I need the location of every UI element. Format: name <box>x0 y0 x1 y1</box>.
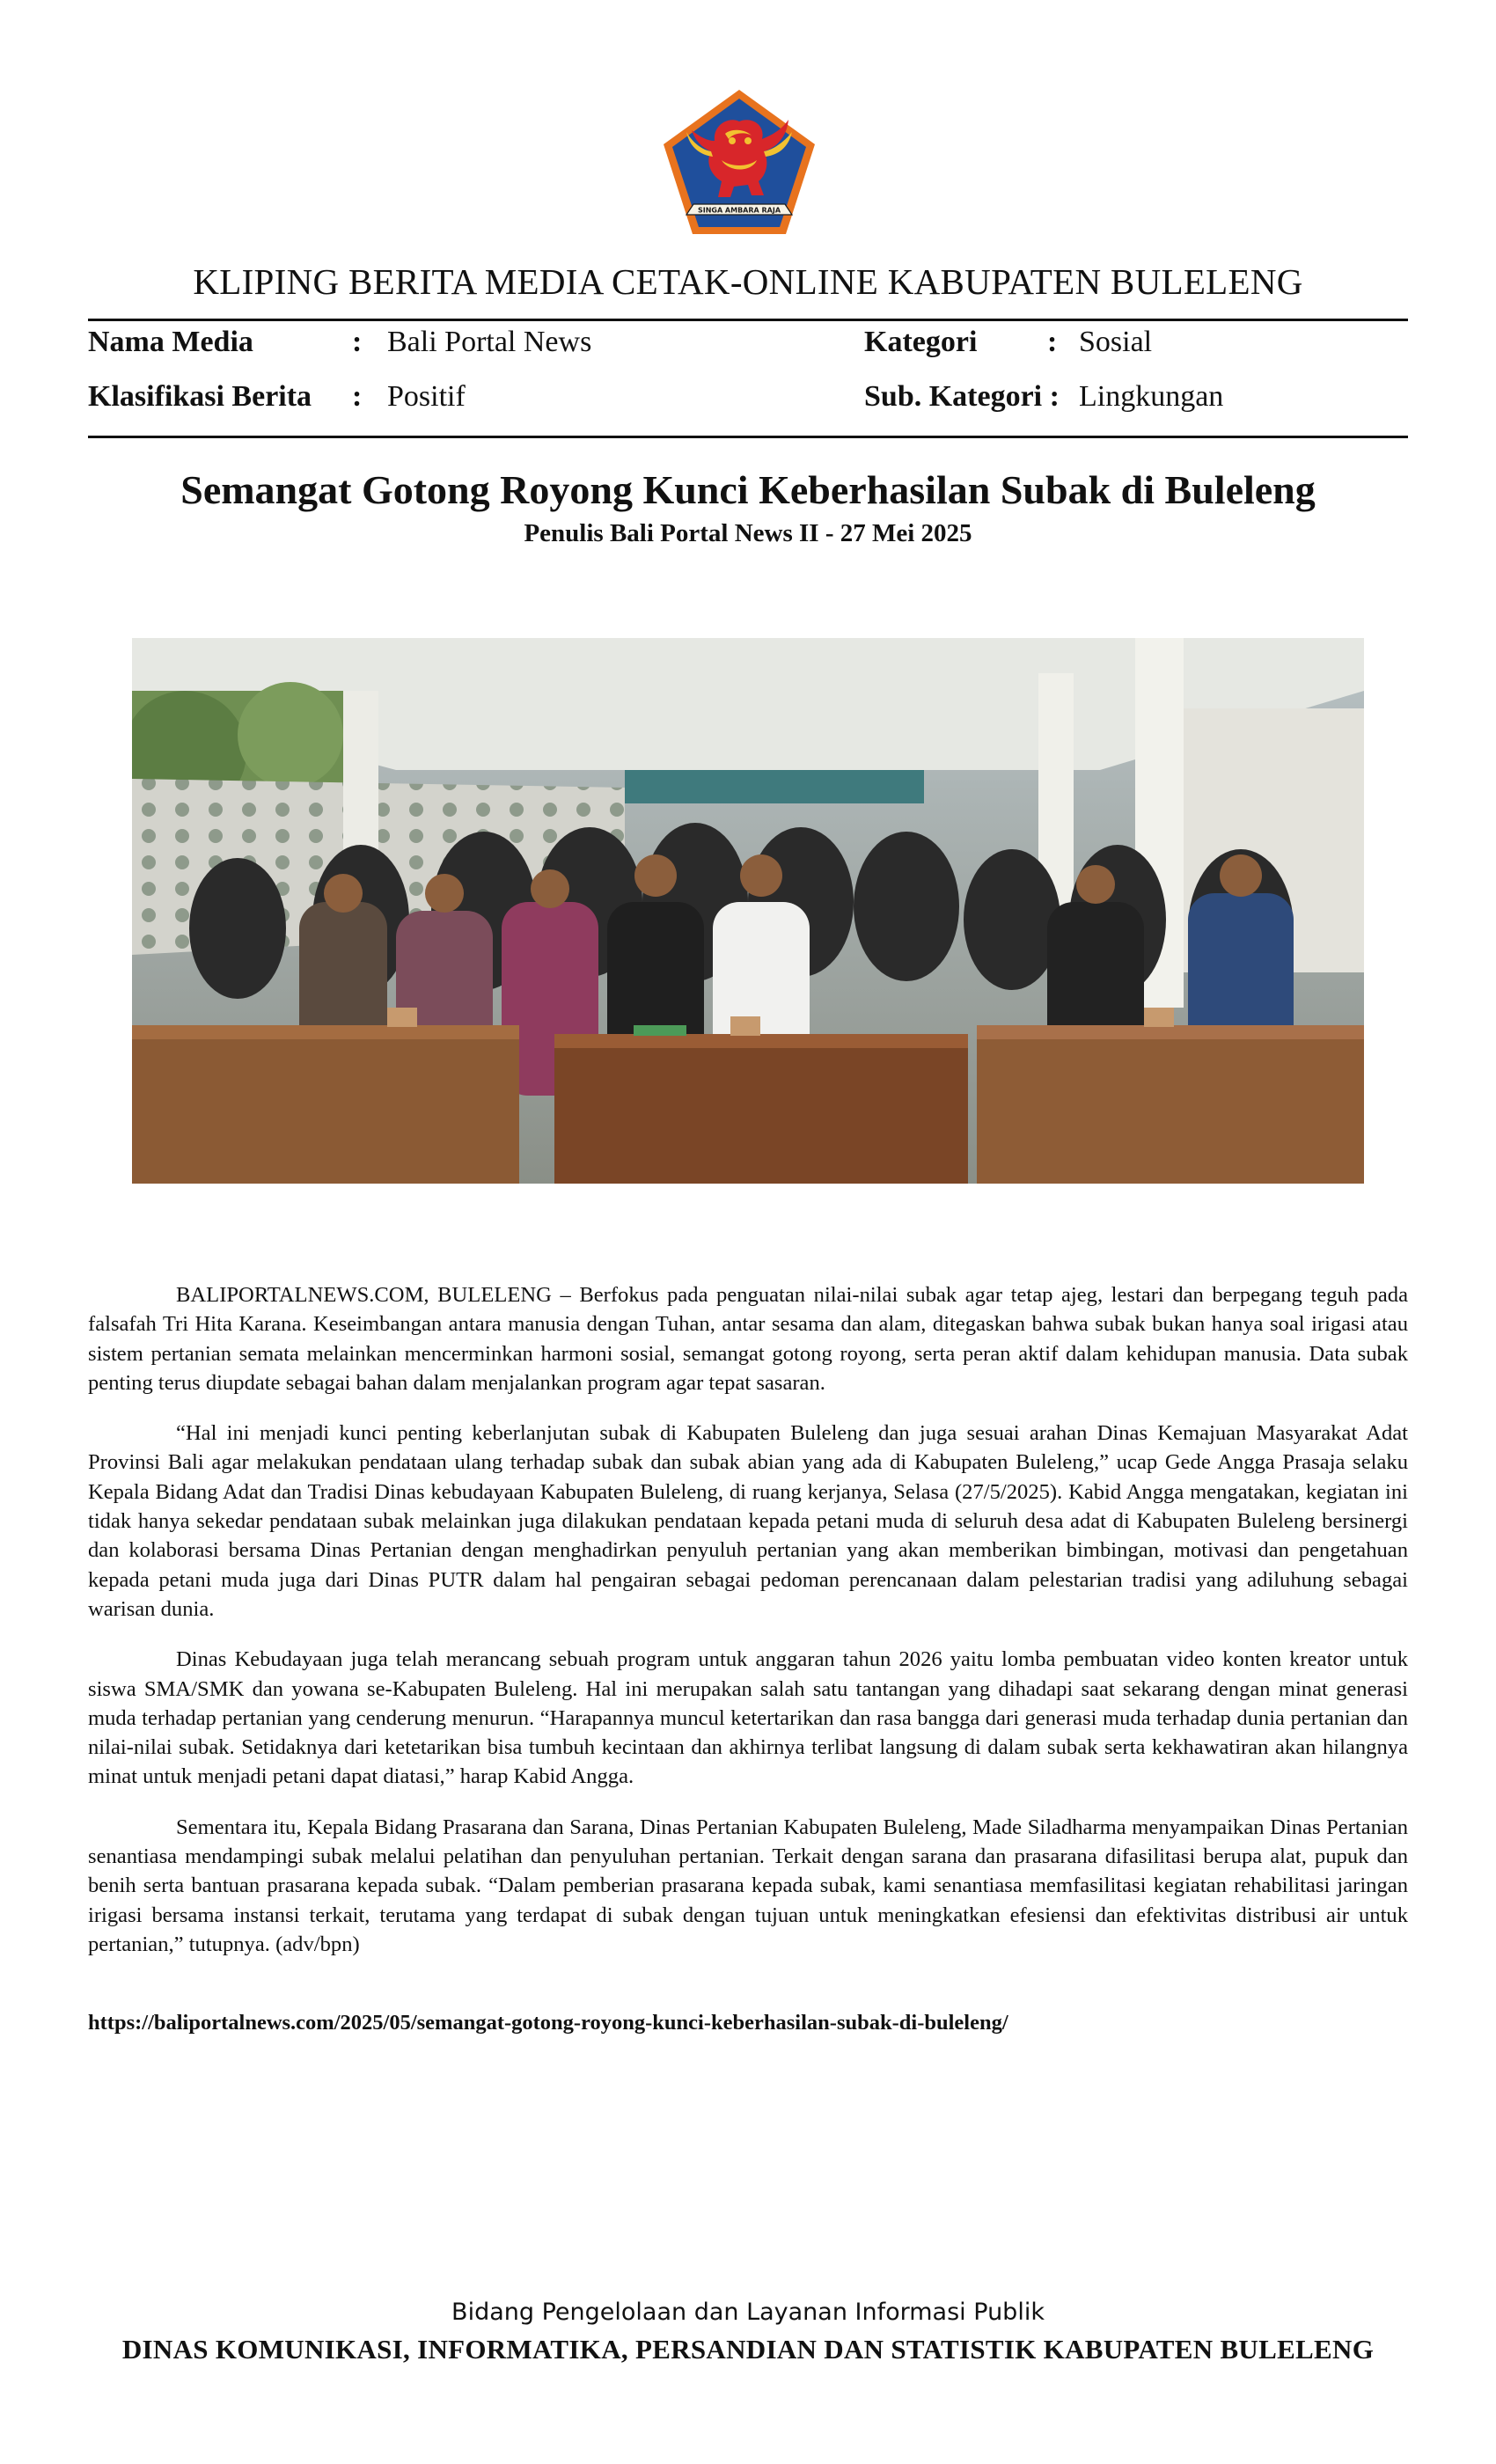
article-source-link[interactable]: https://baliportalnews.com/2025/05/semangat-gotong-royong-kunci-keberhasilan-subak-di-buleleng/ <box>88 2011 1008 2035</box>
top-divider <box>88 319 1408 321</box>
subcategory-value: Lingkungan <box>1079 380 1224 413</box>
media-label: Nama Media <box>88 326 253 358</box>
article-headline: Semangat Gotong Royong Kunci Keberhasilan Subak di Buleleng <box>180 467 1316 512</box>
buleleng-regency-logo <box>660 86 818 238</box>
footer-agency: DINAS KOMUNIKASI, INFORMATIKA, PERSANDIAN DAN STATISTIK KABUPATEN BULELENG <box>121 2334 1375 2365</box>
article-body <box>88 1280 1408 1980</box>
media-value: Bali Portal News <box>387 326 592 358</box>
category-value: Sosial <box>1079 326 1153 358</box>
subcategory-label: Sub. Kategori : <box>864 380 1060 413</box>
classification-label: Klasifikasi Berita <box>88 380 312 413</box>
meta-row-media <box>88 326 1408 370</box>
logo-motto: SINGA AMBARA RAJA <box>697 206 781 215</box>
bottom-divider <box>88 436 1408 438</box>
article-paragraph-4: Sementara itu, Kepala Bidang Prasarana dan Sarana, Dinas Pertanian Kabupaten Buleleng, Made Siladharma menyampaikan Dinas Pertanian senantiasa mendampingi subak melalui pelatihan dan penyuluhan pertanian. Terkait dengan sarana dan prasarana difasilitasi berupa alat, pupuk dan benih serta bantuan prasarana kepada subak. “Dalam pemberian prasarana kepada subak, kami senantiasa memfasilitasi kegiatan rehabilitasi jaringan irigasi bersama instansi terkait, terutama yang terdapat di subak dengan tujuan untuk meningkatkan efesiensi dan efektivitas distribusi air untuk pertanian,” tutupnya. (adv/bpn) <box>88 1815 1408 1956</box>
article-photo <box>132 638 1364 1184</box>
article-paragraph-1: BALIPORTALNEWS.COM, BULELENG – Berfokus pada penguatan nilai-nilai subak agar tetap ajeg, lestari dan berpegang teguh pada falsafah Tri Hita Karana. Keseimbangan antara manusia dengan Tuhan, antar sesama dan alam, ditegaskan bahwa subak bukan hanya soal irigasi atau sistem pertanian semata melainkan mencerminkan harmoni sosial, semangat gotong royong, serta peran aktif dalam kehidupan manusia. Data subak penting terus diupdate sebagai bahan dalam menjalankan program agar tepat sasaran. <box>88 1283 1408 1395</box>
media-separator: : <box>352 326 363 358</box>
article-byline: Penulis Bali Portal News II - 27 Mei 2025 <box>524 519 972 547</box>
article-paragraph-3: Dinas Kebudayaan juga telah merancang sebuah program untuk anggaran tahun 2026 yaitu lomba pembuatan video konten kreator untuk siswa SMA/SMK dan yowana se-Kabupaten Buleleng. Hal ini merupakan salah satu tantangan yang dihadapi saat sekarang dengan minat generasi muda terhadap pertanian yang cenderung menurun. “Harapannya muncul ketertarikan dan rasa bangga dari generasi muda terhadap dunia pertanian dan nilai-nilai subak. Setidaknya dari ketetarikan bisa tumbuh kecintaan dan akhirnya terlibat langsung di dalam subak serta kekhawatiran akan hilangnya minat untuk menjadi petani dapat diatasi,” harap Kabid Angga. <box>88 1647 1408 1789</box>
footer-department: Bidang Pengelolaan dan Layanan Informasi Publik <box>451 2299 1045 2326</box>
article-paragraph-2: “Hal ini menjadi kunci penting keberlanjutan subak di Kabupaten Buleleng dan juga sesuai arahan Dinas Kemajuan Masyarakat Adat Provinsi Bali agar melakukan pendataan ulang terhadap subak dan subak abian yang ada di Kabupaten Buleleng,” ucap Gede Angga Prasaja selaku Kepala Bidang Adat dan Tradisi Dinas kebudayaan Kabupaten Buleleng, di ruang kerjanya, Selasa (27/5/2025). Kabid Angga mengatakan, kegiatan ini tidak hanya sekedar pendataan subak melainkan juga dilakukan pendataan kepada petani muda di seluruh desa adat di Kabupaten Buleleng bersinergi dan kolaborasi bersama Dinas Pertanian dengan menghadirkan penyuluh pertanian yang akan memberikan bimbingan, motivasi dan pengetahuan kepada petani muda juga dari Dinas PUTR dalam hal pengairan sebagai pedoman perencanaan dalam pelestarian tradisi yang adiluhung sebagai warisan dunia. <box>88 1421 1408 1621</box>
classification-separator: : <box>352 380 363 413</box>
category-label: Kategori <box>864 326 978 358</box>
category-separator: : <box>1047 326 1058 358</box>
clipping-title: KLIPING BERITA MEDIA CETAK-ONLINE KABUPATEN BULELENG <box>193 261 1303 302</box>
meta-row-classification <box>88 380 1408 424</box>
classification-value: Positif <box>387 380 466 413</box>
